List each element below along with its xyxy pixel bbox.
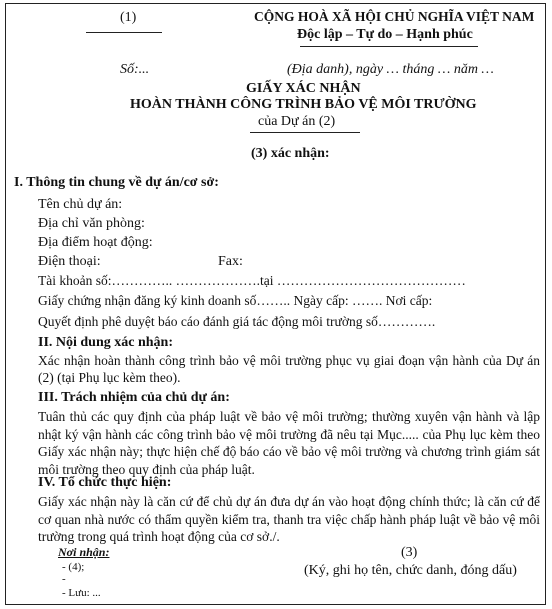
section3-body: Tuân thủ các quy định của pháp luật về bảo vệ môi trường; thường xuyên vận hành và lập nhật ký vận hành các công trình bảo vệ môi trường đã nêu tại Mục..... của Phụ lục kèm theo Giấy xác nhận này; thực hiện chế độ báo cáo về bảo vệ môi trường và chương trình giám sát môi trường theo quy định của pháp luật.: [38, 409, 540, 477]
signature-ref: (3): [401, 545, 418, 560]
confirm-line: (3) xác nhận:: [251, 146, 330, 161]
document-number: Số:...: [120, 62, 150, 77]
section3-heading: III. Trách nhiệm của chủ dự án:: [38, 390, 230, 405]
operation-location-field: Địa điểm hoạt động:: [38, 235, 153, 250]
title-line1: GIẤY XÁC NHẬN: [246, 81, 361, 96]
account-field: Tài khoản số:………….. ……………….tại ……………………………………: [38, 273, 466, 288]
motto: Độc lập – Tự do – Hạnh phúc: [297, 27, 473, 42]
recipient-item: - Lưu: ...: [62, 587, 101, 599]
section2-heading: II. Nội dung xác nhận:: [38, 335, 173, 350]
eia-decision-field: Quyết định phê duyệt báo cáo đánh giá tác động môi trường số………….: [38, 314, 436, 329]
fax-field: Fax:: [218, 254, 243, 269]
title-line3: của Dự án (2): [258, 114, 336, 129]
agency-code: (1): [120, 10, 137, 25]
country-name: CỘNG HOÀ XÃ HỘI CHỦ NGHĨA VIỆT NAM: [254, 9, 535, 24]
section2-body: Xác nhận hoàn thành công trình bảo vệ môi trường phục vụ giai đoạn vận hành của Dự án (2) (tại Phụ lục kèm theo).: [38, 353, 540, 385]
section1-heading: I. Thông tin chung về dự án/cơ sở:: [14, 175, 219, 190]
recipient-item: - (4);: [62, 561, 85, 573]
title-line2: HOÀN THÀNH CÔNG TRÌNH BẢO VỆ MÔI TRƯỜNG: [130, 97, 477, 112]
business-license-field: Giấy chứng nhận đăng ký kinh doanh số…….. Ngày cấp: ……. Nơi cấp:: [38, 293, 433, 308]
recipient-item: -: [62, 573, 66, 585]
section4-body: Giấy xác nhận này là căn cứ để chủ dự án đưa dự án vào hoạt động chính thức; là căn cứ để cơ quan nhà nước có thẩm quyền kiểm tra, thanh tra việc chấp hành pháp luật về bảo vệ môi trường trong quá trình hoạt động của cơ sở./.: [38, 494, 540, 544]
office-address-field: Địa chỉ văn phòng:: [38, 216, 145, 231]
recipients-label: Nơi nhận:: [58, 545, 110, 559]
title-underline: [250, 132, 360, 133]
place-date: (Địa danh), ngày … tháng … năm …: [287, 62, 494, 77]
motto-underline: [300, 46, 478, 47]
phone-field: Điện thoại:: [38, 254, 101, 269]
signature-note: (Ký, ghi họ tên, chức danh, đóng dấu): [304, 563, 517, 578]
owner-field: Tên chủ dự án:: [38, 197, 123, 212]
section4-heading: IV. Tổ chức thực hiện:: [38, 475, 172, 490]
agency-code-underline: [86, 32, 162, 33]
